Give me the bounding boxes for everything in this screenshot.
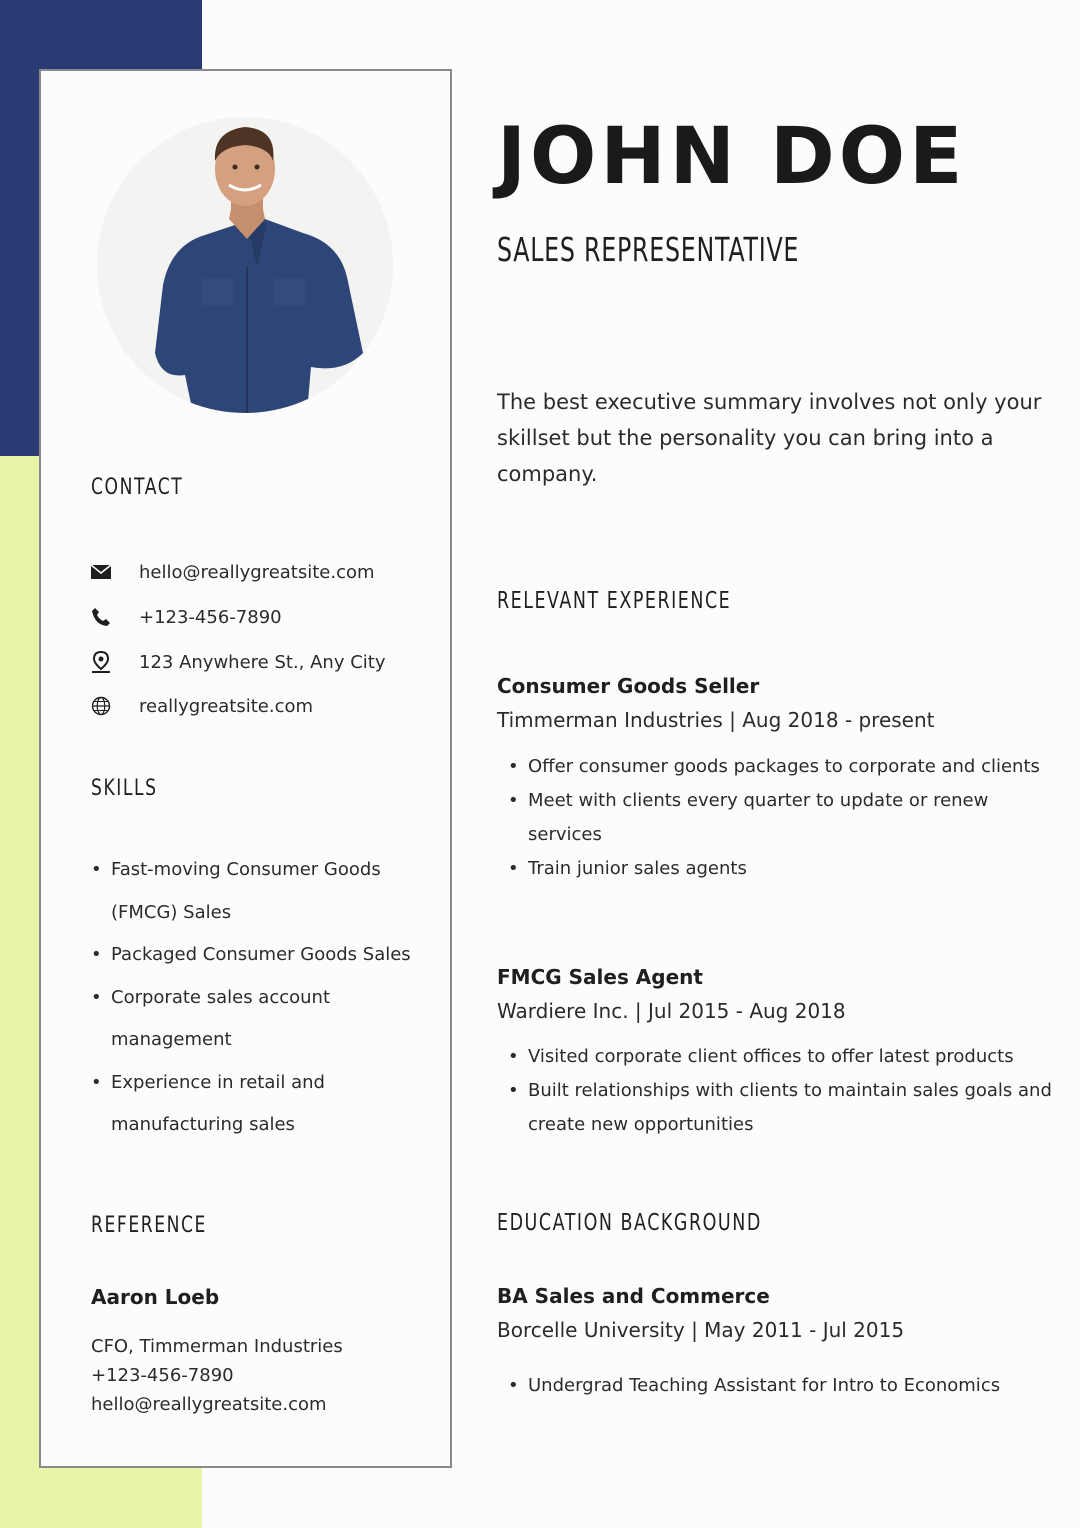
job-meta: Timmerman Industries | Aug 2018 - present: [497, 708, 935, 732]
list-item: • Train junior sales agents: [508, 852, 1053, 886]
contact-phone: [91, 603, 282, 631]
list-item: • Visited corporate client offices to offer latest products: [508, 1040, 1053, 1074]
reference-name: Aaron Loeb: [91, 1285, 220, 1309]
job-title: FMCG Sales Agent: [497, 965, 703, 989]
location-pin-icon: [91, 650, 119, 674]
job-meta: Wardiere Inc. | Jul 2015 - Aug 2018: [497, 999, 846, 1023]
experience-heading: RELEVANT EXPERIENCE: [497, 588, 732, 614]
education-bullets: [508, 1369, 1053, 1403]
list-item: • Undergrad Teaching Assistant for Intro to Economics: [508, 1369, 1053, 1403]
job-bullets: [508, 1040, 1053, 1142]
contact-address: [91, 648, 385, 676]
globe-icon: [91, 694, 119, 718]
contact-heading: CONTACT: [91, 475, 184, 500]
reference-email: hello@reallygreatsite.com: [91, 1394, 327, 1415]
education-meta: Borcelle University | May 2011 - Jul 2015: [497, 1318, 905, 1342]
job-bullets: [508, 750, 1053, 886]
envelope-icon: [91, 560, 119, 584]
job-role-subtitle: SALES REPRESENTATIVE: [497, 230, 800, 269]
degree-title: BA Sales and Commerce: [497, 1284, 770, 1308]
reference-title: CFO, Timmerman Industries: [91, 1336, 343, 1357]
list-item: • Packaged Consumer Goods Sales: [91, 934, 436, 977]
job-title: Consumer Goods Seller: [497, 674, 760, 698]
list-item: • Experience in retail and manufacturing sales: [91, 1062, 436, 1147]
contact-phone-text: +123-456-7890: [139, 606, 282, 628]
list-item: • Fast-moving Consumer Goods (FMCG) Sales: [91, 849, 436, 934]
contact-website-text: reallygreatsite.com: [139, 695, 314, 717]
list-item: • Corporate sales account management: [91, 977, 436, 1062]
skills-heading: SKILLS: [91, 776, 158, 801]
contact-email: [91, 558, 375, 586]
education-heading: EDUCATION BACKGROUND: [497, 1210, 762, 1236]
skills-list: [91, 849, 436, 1147]
list-item: • Offer consumer goods packages to corporate and clients: [508, 750, 1053, 784]
profile-photo: [97, 117, 393, 413]
phone-icon: [91, 605, 119, 629]
list-item: • Built relationships with clients to maintain sales goals and create new opportunities: [508, 1074, 1053, 1142]
list-item: • Meet with clients every quarter to update or renew services: [508, 784, 1053, 852]
profile-photo-illustration: [97, 117, 393, 413]
executive-summary: The best executive summary involves not only your skillset but the personality you can bring into a company.: [497, 390, 1042, 486]
contact-address-text: 123 Anywhere St., Any City: [139, 651, 386, 673]
sidebar-panel: [39, 69, 452, 1468]
contact-email-text: hello@reallygreatsite.com: [139, 561, 375, 583]
page-title: JOHN DOE: [497, 112, 967, 202]
reference-phone: +123-456-7890: [91, 1365, 234, 1386]
contact-website: [91, 692, 313, 720]
reference-heading: REFERENCE: [91, 1213, 207, 1238]
